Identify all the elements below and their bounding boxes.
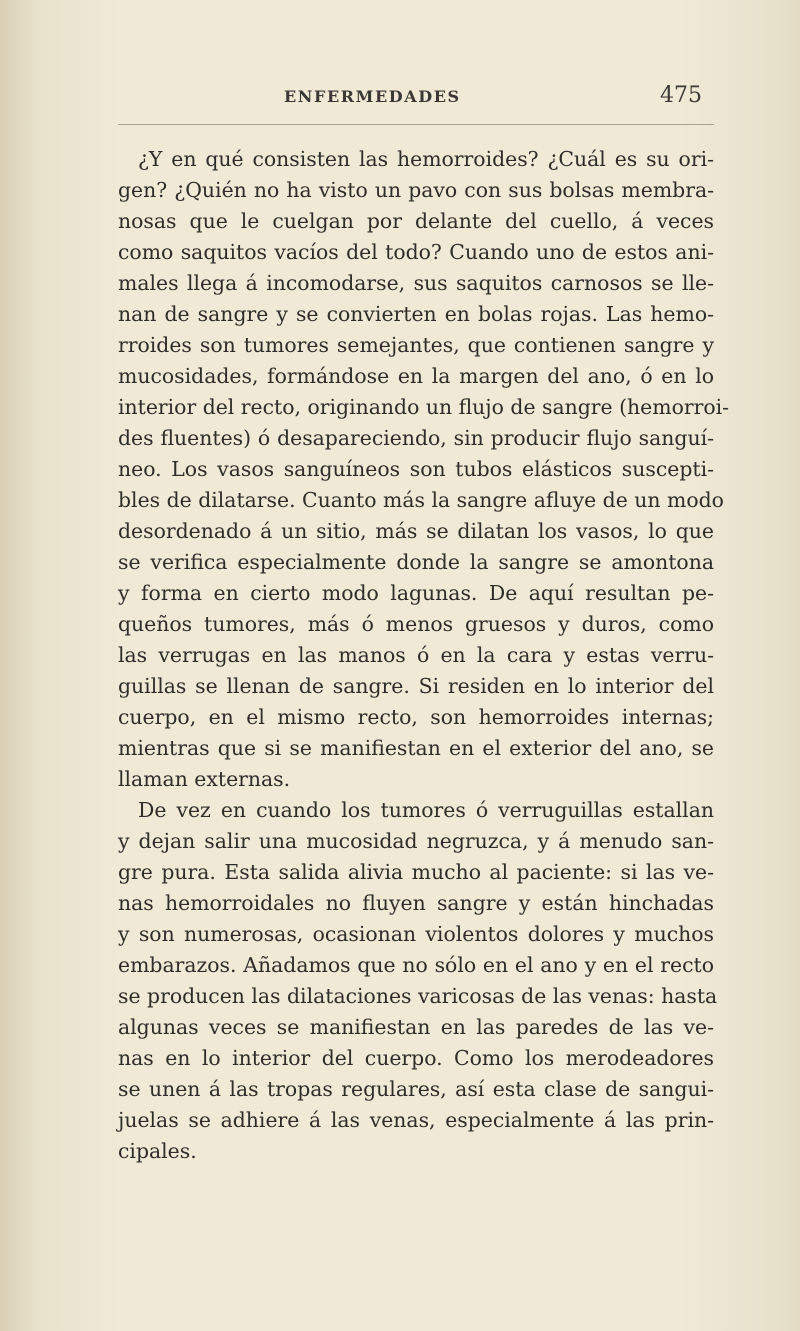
text-line: algunas veces se manifiestan en las paredes de las ve- <box>118 1015 714 1039</box>
text-line: cuerpo, en el mismo recto, son hemorroides internas; <box>118 705 714 729</box>
text-line: y son numerosas, ocasionan violentos dolores y muchos <box>118 922 714 946</box>
text-line: rroides son tumores semejantes, que contienen sangre y <box>118 333 714 357</box>
text-line: nan de sangre y se convierten en bolas rojas. Las hemo- <box>118 302 714 326</box>
text-line: mucosidades, formándose en la margen del ano, ó en lo <box>118 364 714 388</box>
chapter-title: ENFERMEDADES <box>284 87 461 106</box>
text-line: y dejan salir una mucosidad negruzca, y á menudo san- <box>118 829 714 853</box>
text-line: mientras que si se manifiestan en el exterior del ano, se <box>118 736 714 760</box>
text-line: queños tumores, más ó menos gruesos y duros, como <box>118 612 714 636</box>
text-line: neo. Los vasos sanguíneos son tubos elásticos suscepti- <box>118 457 714 481</box>
text-line: llaman externas. <box>118 767 291 791</box>
text-line: des fluentes) ó desapareciendo, sin producir flujo sanguí- <box>118 426 714 450</box>
page-number: 475 <box>660 83 702 108</box>
running-header <box>118 83 714 117</box>
text-line: se verifica especialmente donde la sangre se amontona <box>118 550 714 574</box>
text-line: las verrugas en las manos ó en la cara y estas verru- <box>118 643 714 667</box>
text-line: y forma en cierto modo lagunas. De aquí resultan pe- <box>118 581 714 605</box>
header-rule <box>118 124 714 125</box>
text-line: nas en lo interior del cuerpo. Como los merodeadores <box>118 1046 714 1070</box>
text-line: desordenado á un sitio, más se dilatan los vasos, lo que <box>118 519 714 543</box>
text-line: nas hemorroidales no fluyen sangre y están hinchadas <box>118 891 714 915</box>
text-line: se unen á las tropas regulares, así esta clase de sangui- <box>118 1077 714 1101</box>
text-line: interior del recto, originando un flujo de sangre (hemorroi- <box>118 395 730 419</box>
text-line: nosas que le cuelgan por delante del cuello, á veces <box>118 209 714 233</box>
text-line: ¿Y en qué consisten las hemorroides? ¿Cuál es su ori- <box>138 147 714 171</box>
text-line: bles de dilatarse. Cuanto más la sangre afluye de un modo <box>118 488 724 512</box>
text-line: juelas se adhiere á las venas, especialmente á las prin- <box>118 1108 714 1132</box>
text-line: De vez en cuando los tumores ó verruguillas estallan <box>138 798 714 822</box>
text-line: guillas se llenan de sangre. Si residen en lo interior del <box>118 674 714 698</box>
body-text <box>118 144 730 1167</box>
text-line: se producen las dilataciones varicosas de las venas: hasta <box>118 984 718 1008</box>
text-line: males llega á incomodarse, sus saquitos carnosos se lle- <box>118 271 714 295</box>
text-line: cipales. <box>118 1139 197 1163</box>
text-line: como saquitos vacíos del todo? Cuando uno de estos ani- <box>118 240 714 264</box>
text-line: gre pura. Esta salida alivia mucho al paciente: si las ve- <box>118 860 714 884</box>
paragraph <box>118 144 730 795</box>
text-line: gen? ¿Quién no ha visto un pavo con sus bolsas membra- <box>118 178 714 202</box>
paragraph <box>118 795 718 1167</box>
text-line: embarazos. Añadamos que no sólo en el ano y en el recto <box>118 953 714 977</box>
